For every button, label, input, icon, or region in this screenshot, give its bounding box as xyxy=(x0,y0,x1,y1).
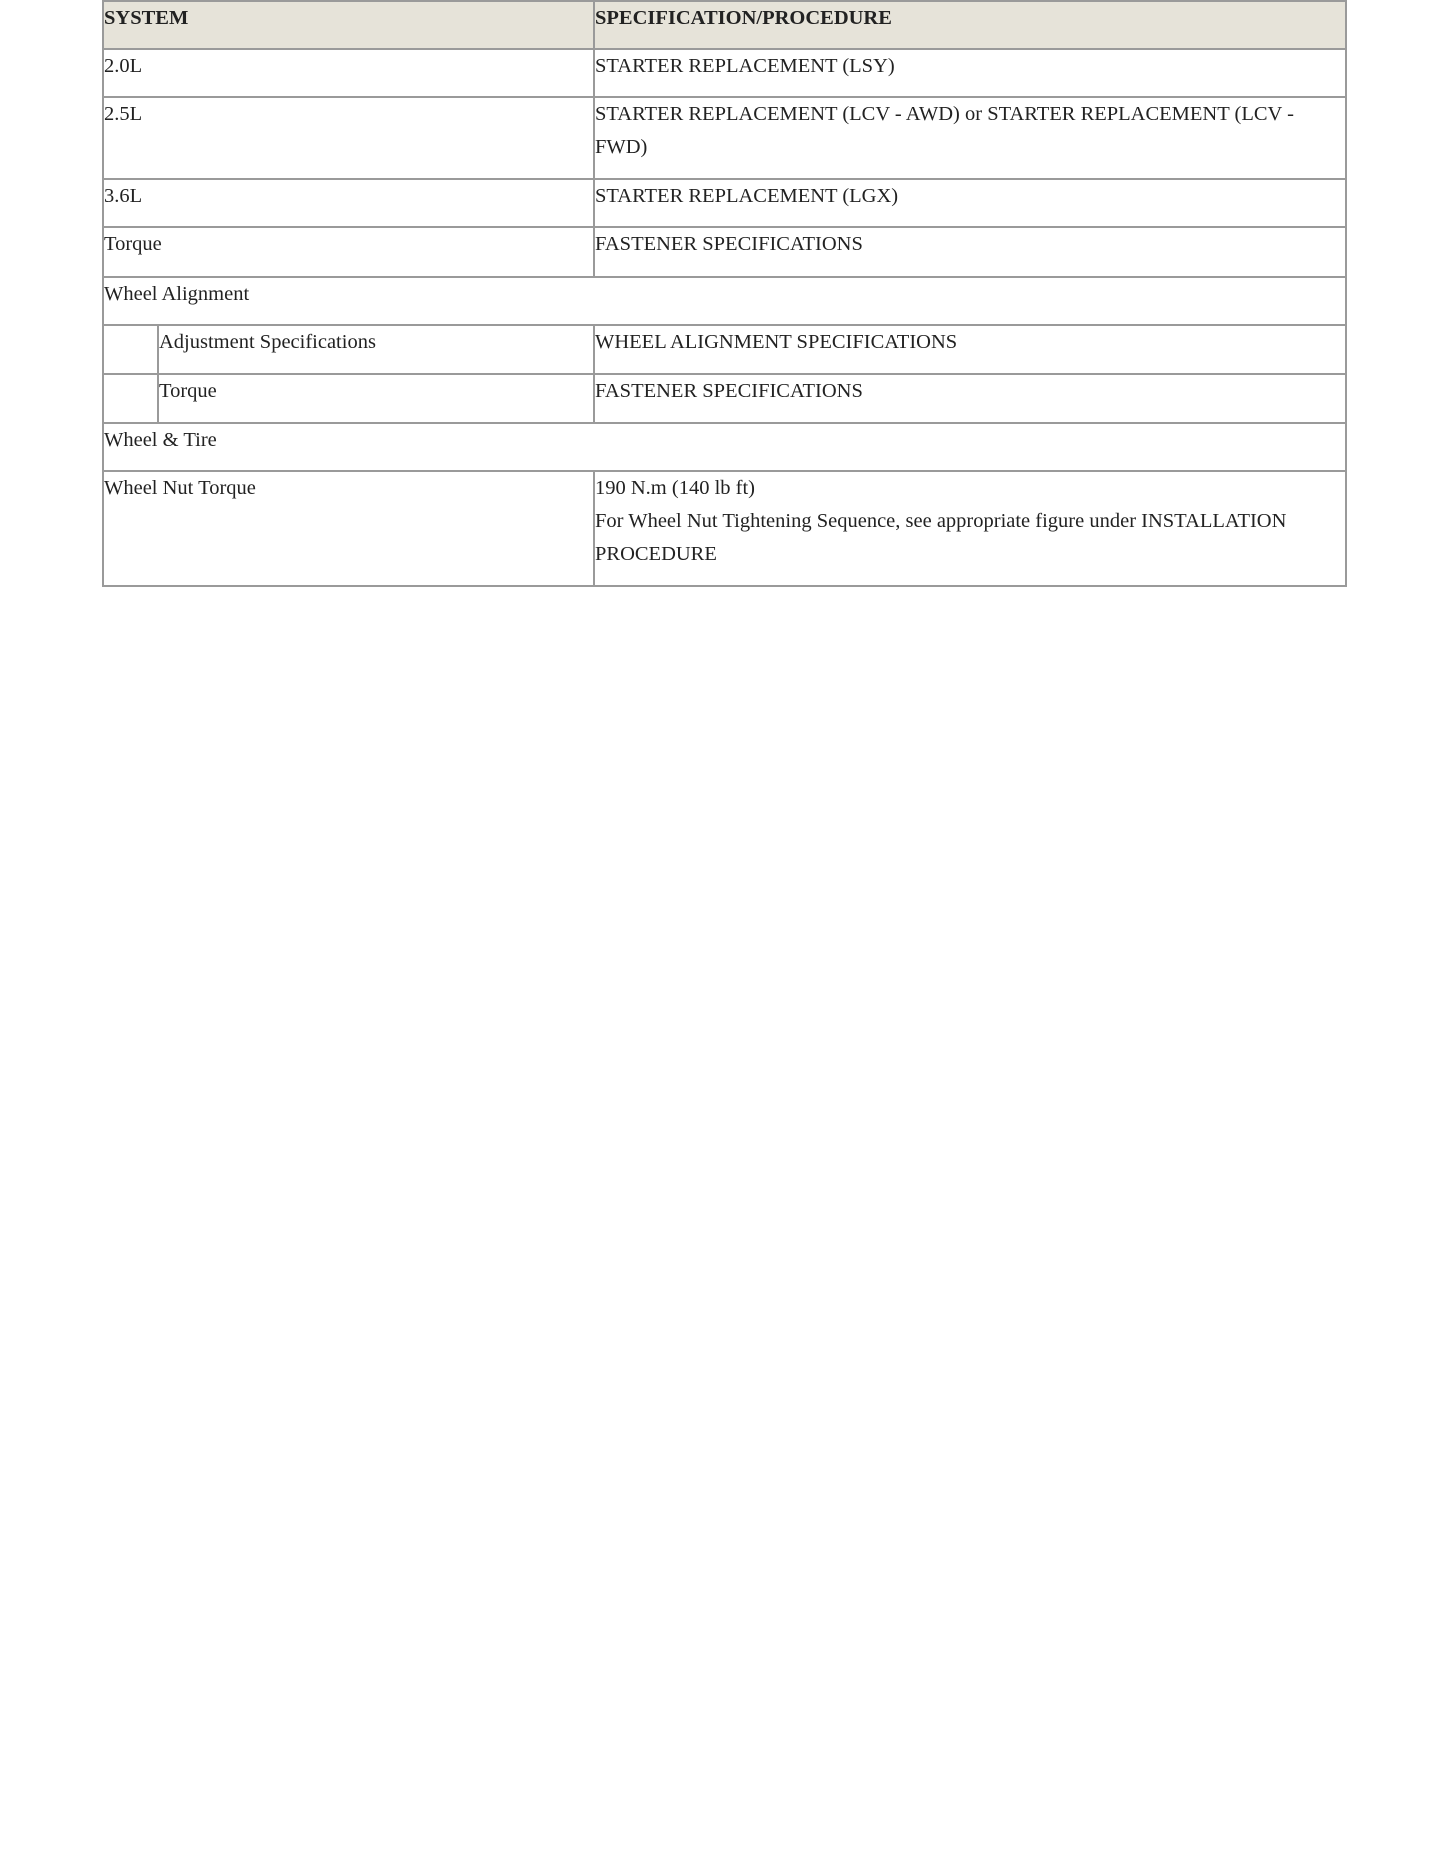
table-row xyxy=(103,325,1346,374)
table-row xyxy=(103,97,1346,179)
torque-value: 190 N.m (140 lb ft) xyxy=(595,477,755,499)
system-cell: 3.6L xyxy=(103,179,594,227)
group-row-wheel-alignment xyxy=(103,277,1346,325)
specification-table xyxy=(102,0,1347,587)
table-row xyxy=(103,227,1346,277)
header-system: SYSTEM xyxy=(103,1,594,49)
table-header-row xyxy=(103,1,1346,49)
group-label: Wheel Alignment xyxy=(103,277,1346,325)
header-specification-procedure: SPECIFICATION/PROCEDURE xyxy=(594,1,1346,49)
procedure-link-cell[interactable]: WHEEL ALIGNMENT SPECIFICATIONS xyxy=(594,325,1346,374)
procedure-link-cell[interactable]: FASTENER SPECIFICATIONS xyxy=(594,227,1346,277)
indent-gutter xyxy=(103,374,158,423)
procedure-link-cell[interactable]: STARTER REPLACEMENT (LSY) xyxy=(594,49,1346,97)
system-cell: Torque xyxy=(103,227,594,277)
procedure-link-cell[interactable]: STARTER REPLACEMENT (LGX) xyxy=(594,179,1346,227)
group-row-wheel-tire xyxy=(103,423,1346,471)
system-cell: Torque xyxy=(158,374,594,423)
table-row xyxy=(103,374,1346,423)
group-label: Wheel & Tire xyxy=(103,423,1346,471)
system-cell: Adjustment Specifications xyxy=(158,325,594,374)
procedure-link-cell[interactable]: FASTENER SPECIFICATIONS xyxy=(594,374,1346,423)
system-cell: 2.0L xyxy=(103,49,594,97)
system-cell: Wheel Nut Torque xyxy=(103,471,594,586)
wheel-nut-spec-cell xyxy=(594,471,1346,586)
system-cell: 2.5L xyxy=(103,97,594,179)
tightening-sequence-note[interactable]: For Wheel Nut Tightening Sequence, see appropriate figure under INSTALLATION PROCEDURE xyxy=(595,510,1287,565)
table-row xyxy=(103,471,1346,586)
table-row xyxy=(103,49,1346,97)
table-row xyxy=(103,179,1346,227)
indent-gutter xyxy=(103,325,158,374)
procedure-link-cell[interactable]: STARTER REPLACEMENT (LCV - AWD) or STARTER REPLACEMENT (LCV - FWD) xyxy=(594,97,1346,179)
